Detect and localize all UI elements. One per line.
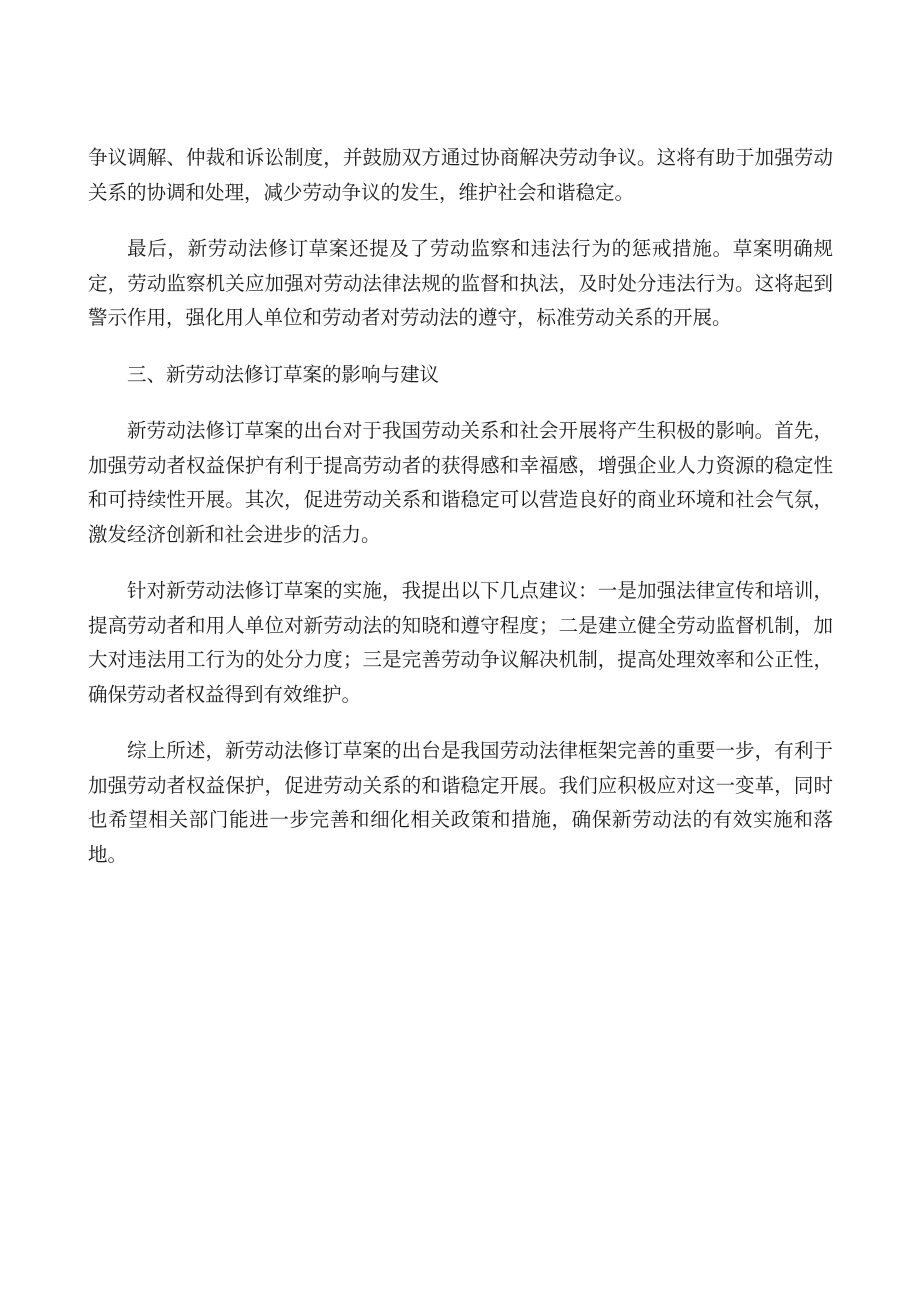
paragraph-conclusion: 综上所述，新劳动法修订草案的出台是我国劳动法律框架完善的重要一步，有利于加强劳动者权益保护，促进劳动关系的和谐稳定开展。我们应积极应对这一变革，同时也希望相关部门能进一步完善和细化相关政策和措施，确保新劳动法的有效实施和落地。 xyxy=(88,739,833,866)
section-heading-impact-and-suggestions: 三、新劳动法修订草案的影响与建议 xyxy=(127,362,440,386)
paragraph-suggestions: 针对新劳动法修订草案的实施，我提出以下几点建议：一是加强法律宣传和培训，提高劳动者和用人单位对新劳动法的知晓和遵守程度；二是建立健全劳动监督机制，加大对违法用工行为的处分力度；三是完善劳动争议解决机制，提高处理效率和公正性，确保劳动者权益得到有效维护。 xyxy=(88,579,833,706)
paragraph-dispute-resolution: 争议调解、仲裁和诉讼制度，并鼓励双方通过协商解决劳动争议。这将有助于加强劳动关系的协调和处理，减少劳动争议的发生，维护社会和谐稳定。 xyxy=(88,146,833,204)
paragraph-labor-inspection: 最后，新劳动法修订草案还提及了劳动监察和违法行为的惩戒措施。草案明确规定，劳动监察机关应加强对劳动法律法规的监督和执法，及时处分违法行为。这将起到警示作用，强化用人单位和劳动者对劳动法的遵守，标准劳动关系的开展。 xyxy=(88,237,833,329)
document-body xyxy=(88,141,833,894)
paragraph-positive-impact: 新劳动法修订草案的出台对于我国劳动关系和社会开展将产生积极的影响。首先，加强劳动者权益保护有利于提高劳动者的获得感和幸福感，增强企业人力资源的稳定性和可持续性开展。其次，促进劳动关系和谐稳定可以营造良好的商业环境和社会气氛，激发经济创新和社会进步的活力。 xyxy=(88,419,833,546)
